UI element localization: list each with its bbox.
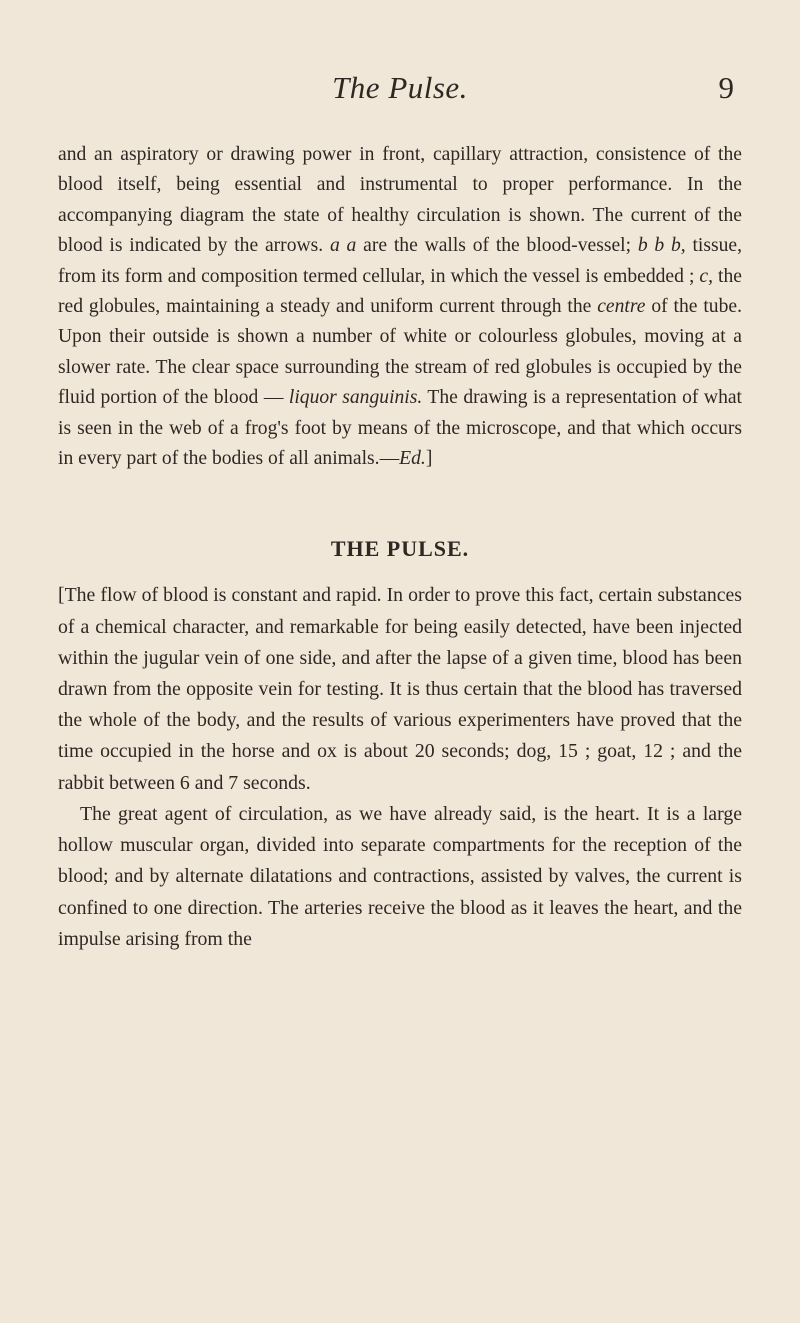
italic-word-centre: centre bbox=[597, 296, 646, 318]
section-heading: THE PULSE. bbox=[330, 536, 470, 562]
text-run: ] bbox=[425, 448, 433, 470]
page-number: 9 bbox=[718, 70, 734, 105]
paragraph-circulation-diagram bbox=[58, 140, 742, 474]
italic-editor-mark: Ed. bbox=[399, 448, 426, 470]
text-run: tissue, from its form and composition termed cellular, in which the vessel is embedded ; bbox=[58, 235, 742, 287]
italic-label-a: a a bbox=[329, 235, 357, 257]
text-run: and an aspiratory or drawing power in front, capillary attraction, consistence of the blood itself, being essential and instrumental to proper performance. In the accompanying diagram the state of healthy circulation is shown. The current of the blood is indicated by the arrows. bbox=[58, 144, 742, 257]
paragraph-heart: The great agent of circulation, as we have already said, is the heart. It is a large hollow muscular organ, divided into separate compartments for the reception of the blood; and by alternate dilatations and contractions, assisted by valves, the current is confined to one direction. The arteries receive the blood as it leaves the heart, and the impulse arising from the bbox=[58, 802, 742, 950]
text-run: of the tube. Upon their outside is shown a number of white or colourless globules, moving at a slower rate. The clear space surrounding the stream of red globules is occupied by the fluid portion of the blood — bbox=[58, 296, 742, 409]
running-head bbox=[58, 0, 742, 105]
text-run: are the walls of the blood-vessel; bbox=[356, 235, 638, 257]
running-title: The Pulse. bbox=[332, 70, 468, 105]
italic-term-liquor-sanguinis: liquor sanguinis. bbox=[288, 387, 423, 409]
text-run: the red globules, maintaining a steady and uniform current through the bbox=[58, 265, 742, 318]
italic-label-b: b b b, bbox=[637, 235, 686, 257]
paragraph-blood-flow: [The flow of blood is constant and rapid. In order to prove this fact, certain substances of a chemical character, and remarkable for being easily detected, have been injected within the jugular vein of one side, and after the lapse of a given time, blood has been drawn from the opposite vein for testing. It is thus certain that the blood has traversed the whole of the body, and the results of various experimenters have proved that the time occupied in the horse and ox is about 20 seconds; dog, 15 ; goat, 12 ; and the rabbit between 6 and 7 seconds. bbox=[58, 584, 742, 794]
italic-label-c: c, bbox=[699, 265, 714, 287]
text-run: The drawing is a representation of what is seen in the web of a frog's foot by means of the microscope, and that which occurs in every part of the bodies of all animals.— bbox=[58, 387, 742, 470]
